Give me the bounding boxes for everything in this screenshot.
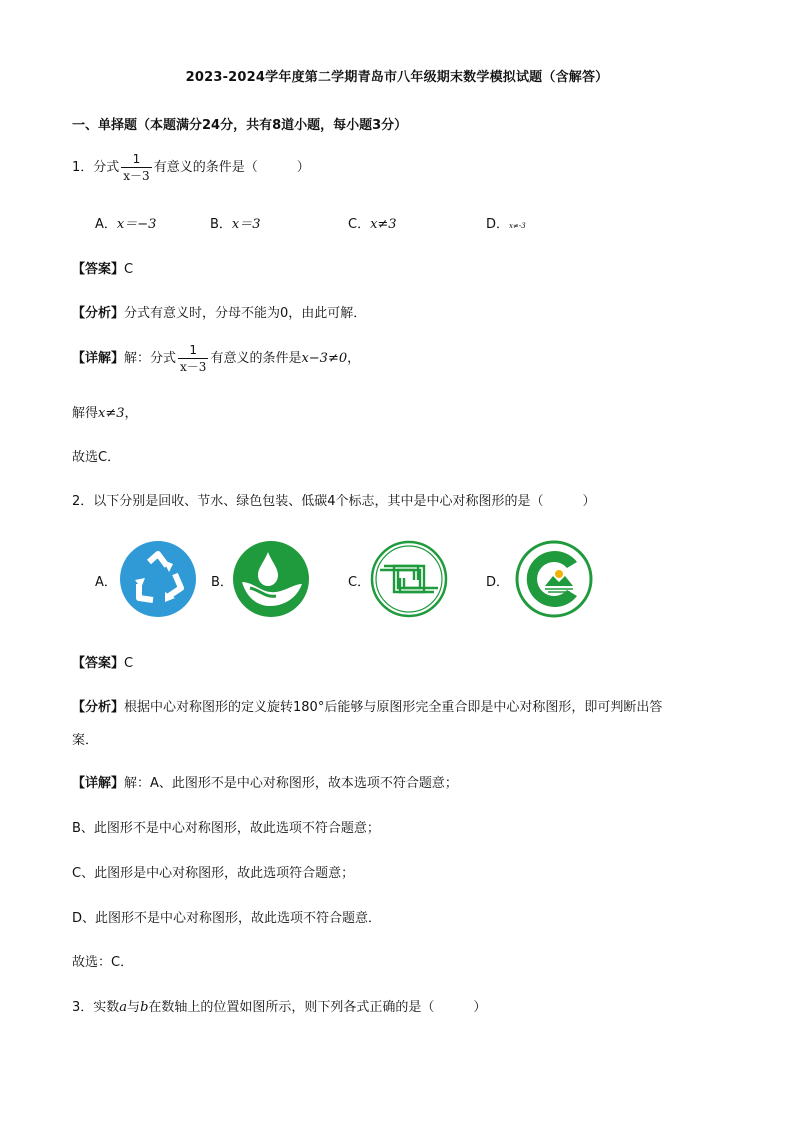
q2-analysis: 【分析】根据中心对称图形的定义旋转180°后能够与原图形完全重合即是中心对称图形，即可判断出答 [72,700,663,715]
section-heading: 一、单择题（本题满分24分，共有8道小题，每小题3分） [72,118,408,133]
q1-option-b: B．x＝3 [210,217,261,232]
q1-choose: 故选C． [72,450,121,465]
question-3: 3．实数a与b在数轴上的位置如图所示，则下列各式正确的是（ ） [72,1000,487,1015]
q2-detail: 【详解】解：A、此图形不是中心对称图形，故本选项不符合题意； [72,776,458,791]
q2-label-b: B． [211,575,233,590]
q1-solve: 解得x≠3， [72,406,138,421]
q1-detail: 【详解】解：分式 $\frac{1}{x-3}$ 有意义的条件是x−3≠0， [72,343,361,374]
q1-frac-num: 1 [132,152,141,166]
q1-fraction [121,153,151,182]
q2-label-a: A． [95,575,117,590]
q1-frac-den: x－3 [123,169,150,183]
question-2: 2．以下分别是回收、节水、绿色包装、低碳4个标志，其中是中心对称图形的是（ ） [72,494,596,509]
q1-option-a: A．x＝−3 [95,217,157,232]
q1-suffix: 有意义的条件是（ ） [153,160,310,175]
q2-detail-d: D、此图形不是中心对称图形，故此选项不符合题意． [72,911,382,926]
q2-analysis-cont: 案． [72,733,99,748]
question-1 [72,153,310,182]
water-drop-icon [232,540,310,618]
page-title: 2023-2024学年度第二学期青岛市八年级期末数学模拟试题（含解答） [185,70,609,85]
q2-label-c: C． [348,575,371,590]
q1-prefix: 1．分式 [72,160,120,175]
q1-analysis: 【分析】分式有意义时，分母不能为0，由此可解． [72,306,367,321]
q1-option-c: C．x≠3 [348,217,397,232]
q2-detail-b: B、此图形不是中心对称图形，故此选项不符合题意； [72,821,380,836]
q2-answer: 【答案】C [72,656,134,671]
q2-choose: 故选：C． [72,955,134,970]
low-carbon-icon [515,540,593,618]
q1-answer: 【答案】C [72,262,134,277]
q1-option-d: D．x≠-3 [486,217,526,232]
recycle-icon [119,540,197,618]
q1-detail-fraction: $\frac{1}{x-3}$ [180,343,207,374]
q2-detail-c: C、此图形是中心对称图形，故此选项符合题意； [72,866,355,881]
green-package-icon [370,540,448,618]
q2-label-d: D． [486,575,510,590]
